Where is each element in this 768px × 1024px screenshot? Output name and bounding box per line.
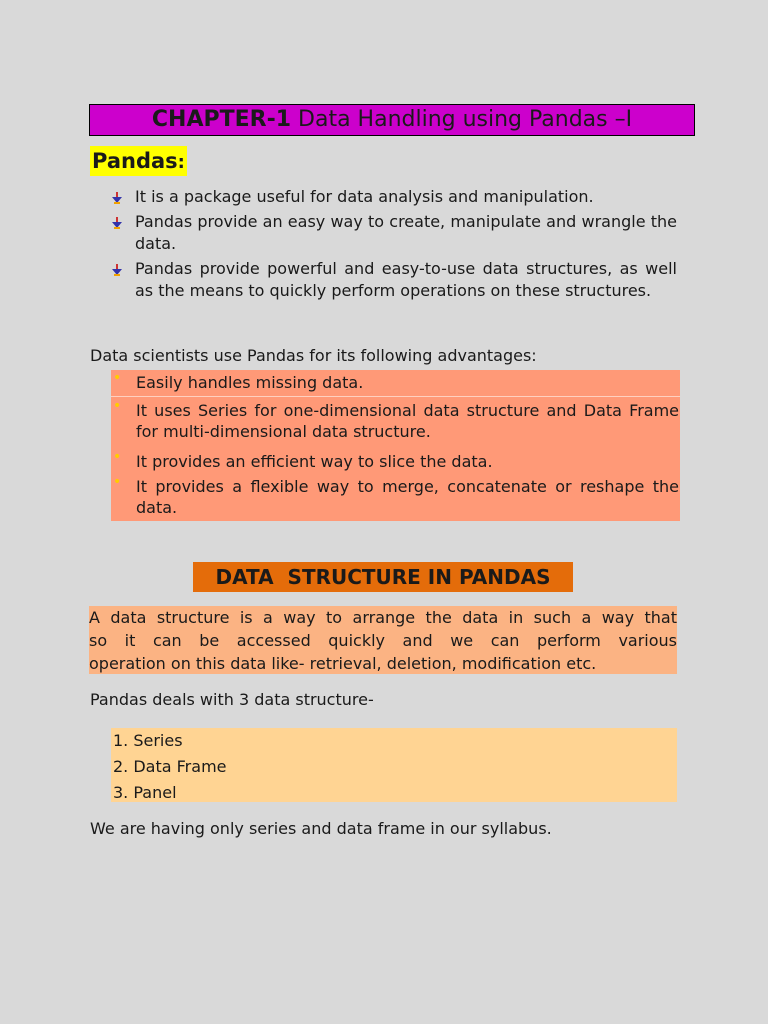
intro-bullet-list — [112, 186, 677, 305]
syllabus-note: We are having only series and data frame in our syllabus. — [90, 819, 552, 838]
chapter-title-box — [89, 104, 695, 136]
list-item: 2. Data Frame — [113, 757, 227, 776]
definition-line: operation on this data like- retrieval, deletion, modification etc. — [89, 654, 597, 673]
arrow-down-bullet-icon — [112, 192, 122, 204]
section-heading: DATA STRUCTURE IN PANDAS — [193, 562, 573, 592]
advantages-intro: Data scientists use Pandas for its following advantages: — [90, 346, 537, 365]
list-item: 3. Panel — [113, 783, 177, 802]
chapter-title: Data Handling using Pandas –I — [298, 107, 633, 132]
list-item — [111, 476, 679, 518]
divider — [111, 396, 680, 397]
pandas-heading-colon: : — [177, 152, 185, 173]
dot-bullet-icon: • — [113, 370, 122, 386]
advantage-text: It provides a flexible way to merge, concatenate or reshape the data. — [136, 477, 679, 517]
advantage-text: It uses Series for one-dimensional data structure and Data Frame for multi-dimensional data structure. — [136, 401, 679, 441]
list-item — [111, 451, 679, 472]
intro-bullet-text: Pandas provide powerful and easy-to-use data structures, as well as the means to quickly perform operations on these structures. — [135, 259, 677, 300]
definition-line: A data structure is a way to arrange the data in such a way that — [89, 608, 677, 627]
list-item — [112, 211, 677, 255]
advantages-box — [111, 370, 680, 521]
advantage-text: It provides an efficient way to slice the data. — [136, 452, 493, 471]
structures-box — [111, 728, 677, 802]
definition-line: so it can be accessed quickly and we can perform various — [89, 631, 677, 650]
intro-bullet-text: It is a package useful for data analysis and manipulation. — [135, 187, 594, 206]
dot-bullet-icon: • — [113, 474, 122, 490]
arrow-down-bullet-icon — [112, 217, 122, 229]
chapter-number: CHAPTER-1 — [151, 107, 292, 132]
structures-intro: Pandas deals with 3 data structure- — [90, 690, 374, 709]
list-item: 1. Series — [113, 731, 183, 750]
pandas-heading-label: Pandas — [92, 149, 178, 173]
list-item — [112, 258, 677, 302]
structures-list — [111, 728, 677, 806]
list-item — [111, 400, 679, 442]
dot-bullet-icon: • — [113, 449, 122, 465]
dot-bullet-icon: • — [113, 398, 122, 414]
arrow-down-bullet-icon — [112, 264, 122, 276]
list-item — [111, 372, 679, 393]
advantage-text: Easily handles missing data. — [136, 373, 364, 392]
pandas-heading — [90, 146, 187, 176]
intro-bullet-text: Pandas provide an easy way to create, manipulate and wrangle the data. — [135, 212, 677, 253]
definition-paragraph — [89, 606, 677, 674]
list-item — [112, 186, 677, 208]
